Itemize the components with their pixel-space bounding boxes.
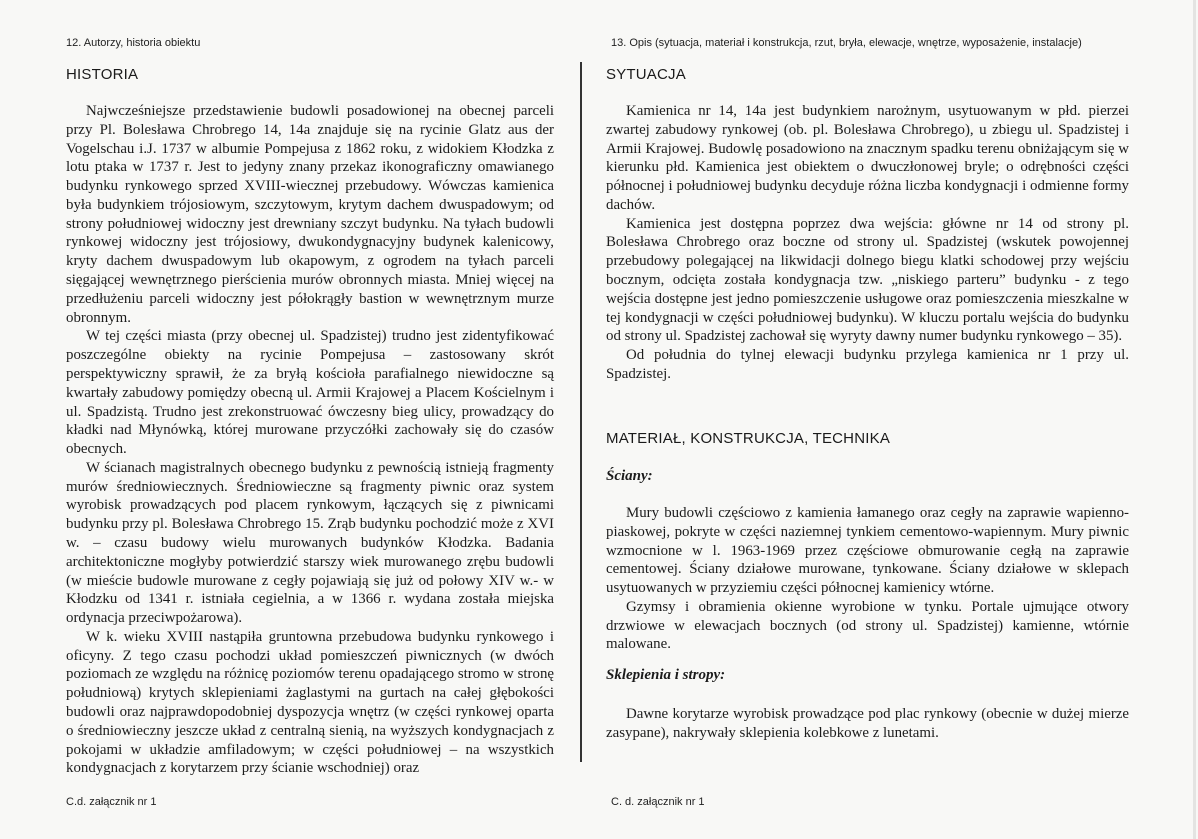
sciany-paragraph: Gzymsy i obramienia okienne wyrobione w tynku. Portale ujmujące otwory drzwiowe w elewacjach bocznych (od strony ul. Spadzistej) kamienne, wtórnie malowane. [606, 598, 1129, 653]
subsection-sklepienia: Sklepienia i stropy: [606, 667, 726, 683]
right-page-footer: C. d. załącznik nr 1 [611, 796, 705, 808]
scan-edge [1193, 0, 1196, 839]
right-page-header: 13. Opis (sytuacja, materiał i konstrukcja, rzut, bryła, elewacje, wnętrze, wyposażenie, instalacje) [611, 37, 1082, 49]
subsection-sciany: Ściany: [606, 468, 653, 484]
left-page [0, 0, 580, 839]
sciany-paragraph: Mury budowli częściowo z kamienia łamanego oraz cegły na zaprawie wapienno-piaskowej, pokryte w części naziemnej tynkiem cementowo-wapiennym. Mury piwnic wzmocnione w l. 1963-1969 przez częściowe obmurowanie cegłą na zaprawie cementowej. Ściany działowe murowane, tynkowane. Ściany działowe w sklepach usytuowanych w przyziemiu części północnej kamienicy wtórne. [606, 505, 1129, 597]
left-page-header: 12. Autorzy, historia obiektu [66, 37, 201, 49]
section-title-historia: HISTORIA [66, 66, 139, 83]
sklepienia-paragraph: Dawne korytarze wyrobisk prowadzące pod plac rynkowy (obecnie w dużej mierze zasypane), nakrywały sklepienia kolebkowe z lunetami. [606, 706, 1129, 741]
sytuacja-body [606, 102, 1129, 384]
historia-paragraph: W tej części miasta (przy obecnej ul. Spadzistej) trudno jest zidentyfikować poszczególne obiekty na rycinie Pompejusa – zastosowany skrót perspektywiczny sprawił, że za bryłą kościoła parafialnego niewidoczne są kwartały zabudowy pomiędzy obecną ul. Armii Krajowej a Placem Kościelnym i ul. Spadzistą. Trudno jest zrekonstruować ówczesny bieg ulicy, prowadzący do kładki nad Młynówką, której murowane przyczółki zachowały się do czasów obecnych. [66, 328, 554, 458]
historia-paragraph: W k. wieku XVIII nastąpiła gruntowna przebudowa budynku rynkowego i oficyny. Z tego czasu pochodzi układ pomieszczeń piwnicznych (w dwóch poziomach ze względu na różnicę poziomów terenu opadającego stromo w stronę południową) krytych sklepieniami żaglastymi na gurtach na całej głębokości budowli oraz najprawdopodobniej dyspozycja wnętrz (w części rynkowej oparta o średniowieczny jeszcze układ z centralną sienią, na wyższych kondygnacjach z pokojami w układzie amfiladowym; w części południowej – na wszystkich kondygnacjach z korytarzem przy ścianie wschodniej) oraz [66, 628, 554, 777]
historia-body [66, 102, 554, 778]
sciany-body [606, 504, 1129, 654]
sytuacja-paragraph: Kamienica jest dostępna poprzez dwa wejścia: główne nr 14 od strony pl. Bolesława Chrobrego oraz boczne od strony ul. Spadzistej (wskutek powojennej przebudowy polegającej na likwidacji dolnego biegu klatki schodowej przy wejściu bocznym, odcięta została kondygnacja tzw. „niskiego parteru” budynku - z tego wejścia dostępne jest jedno pomieszczenie usługowe oraz pomieszczenia mieszkalne w tej kondygnacji w części południowej budynku). W kluczu portalu wejścia do budynku od strony ul. Spadzistej zachował się wyryty dawny numer budynku rynkowego – 35). [606, 215, 1129, 345]
sklepienia-body [606, 705, 1129, 743]
right-page [584, 0, 1198, 839]
sytuacja-paragraph: Kamienica nr 14, 14a jest budynkiem narożnym, usytuowanym w płd. pierzei zwartej zabudowy rynkowej (ob. pl. Bolesława Chrobrego), u zbiegu ul. Spadzistej i Armii Krajowej. Budowlę posadowiono na znacznym spadku terenu obniżającym się w kierunku płd. Kamienica jest obiektem o dwuczłonowej bryle; o odrębności części północnej i południowej budynku decyduje różna liczba kondygnacji i odmienne formy dachów. [606, 103, 1129, 213]
historia-paragraph: Najwcześniejsze przedstawienie budowli posadowionej na obecnej parceli przy Pl. Bolesława Chrobrego 14, 14a znajduje się na rycinie Glatz aus der Vogelschau i.J. 1737 w albumie Pompejusa z 1862 roku, z widokiem Kłodzka z lotu ptaka w 1737 r. Jest to jedyny znany przekaz ikonograficzny omawianego budynku rynkowego sprzed XVIII-wiecznej przebudowy. Wówczas kamienica była budynkiem trójosiowym, szczytowym, krytym dachem dwuspadowym; od strony południowej widoczny jest drewniany szczyt budynku. Na tyłach budowli rynkowej widoczny jest trójosiowy, dwukondygnacyjny budynek kalenicowy, kryty dachem dwuspadowym lub okapowym, z ogrodem na tyłach parceli sięgającej wewnętrznego pierścienia murów obronnych miasta. Mniej więcej na przedłużeniu parceli widoczny jest półokrągły bastion w wewnętrznym murze obronnym. [66, 103, 554, 326]
historia-paragraph: W ścianach magistralnych obecnego budynku z pewnością istnieją fragmenty murów średniowiecznych. Średniowieczne są fragmenty piwnic oraz system wyrobisk prowadzących pod placem rynkowym, łączących się z piwnicami budynku przy pl. Bolesława Chrobrego 15. Zrąb budynku pochodzić może z XVI w. – czasu budowy wielu murowanych budynków Kłodzka. Badania architektoniczne mogłyby potwierdzić starszy wiek murowanego zrębu budowli (w mieście budowle murowane z cegły pojawiają się już od połowy XIV w.- w Kłodzku od 1341 r. istniała cegielnia, a w 1366 r. wydana została miejska ordynacja przeciwpożarowa). [66, 459, 554, 627]
left-page-footer: C.d. załącznik nr 1 [66, 796, 157, 808]
section-title-sytuacja: SYTUACJA [606, 66, 686, 83]
column-divider [580, 62, 582, 762]
section-title-material: MATERIAŁ, KONSTRUKCJA, TECHNIKA [606, 430, 891, 447]
sytuacja-paragraph: Od południa do tylnej elewacji budynku przylega kamienica nr 1 przy ul. Spadzistej. [606, 347, 1129, 382]
